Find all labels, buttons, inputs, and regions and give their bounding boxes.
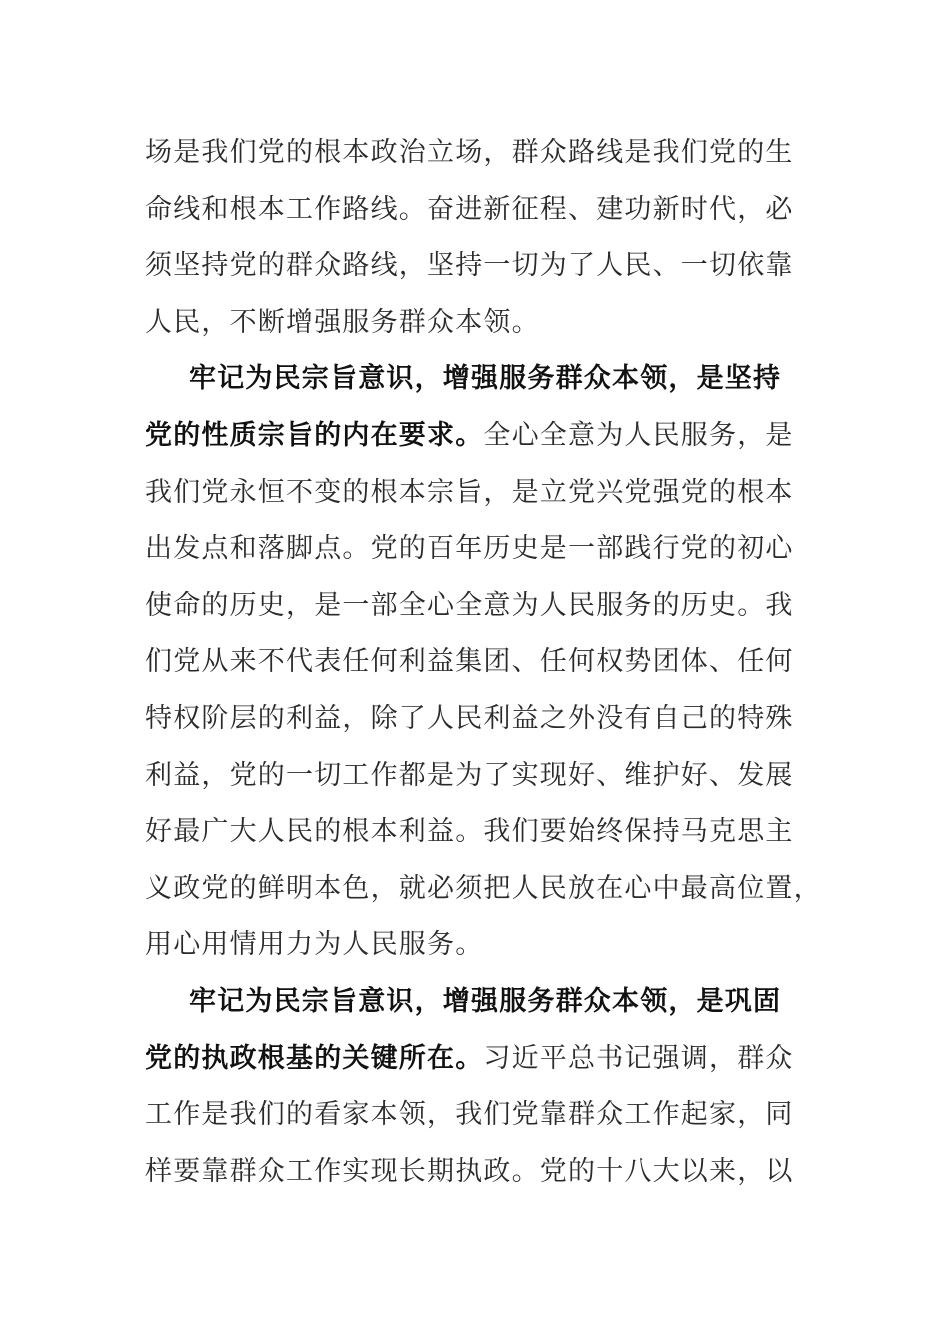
text-line: 用心用情用力为人民服务。 — [145, 929, 484, 961]
paragraph-heading-line: 牢记为民宗旨意识，增强服务群众本领，是巩固 — [189, 985, 782, 1017]
text-line: 我们党永恒不变的根本宗旨，是立党兴党强党的根本 — [145, 476, 794, 508]
text-line: 人民，不断增强服务群众本领。 — [145, 306, 540, 338]
text-line: 须坚持党的群众路线，坚持一切为了人民、一切依靠 — [145, 250, 794, 282]
text-line: 场是我们党的根本政治立场，群众路线是我们党的生 — [145, 137, 794, 168]
paragraph-1 — [145, 125, 815, 351]
text-line — [145, 408, 815, 465]
paragraph-text: 习近平总书记强调，群众 — [483, 1042, 794, 1074]
text-line: 样要靠群众工作实现长期执政。党的十八大以来，以 — [145, 1155, 794, 1187]
text-line: 利益，党的一切工作都是为了实现好、维护好、发展 — [145, 759, 794, 791]
paragraph-heading-line: 牢记为民宗旨意识，增强服务群众本领，是坚持 — [189, 363, 782, 395]
document-body — [145, 125, 822, 1200]
text-line: 出发点和落脚点。党的百年历史是一部践行党的初心 — [145, 533, 794, 565]
text-line: 使命的历史，是一部全心全意为人民服务的历史。我 — [145, 589, 794, 621]
text-line: 特权阶层的利益，除了人民利益之外没有自己的特殊 — [145, 702, 794, 734]
text-line: 们党从来不代表任何利益集团、任何权势团体、任何 — [145, 646, 794, 678]
text-line: 好最广大人民的根本利益。我们要始终保持马克思主 — [145, 816, 794, 848]
paragraph-text: 全心全意为人民服务，是 — [483, 419, 794, 451]
text-line: 工作是我们的看家本领，我们党靠群众工作起家，同 — [145, 1099, 794, 1131]
paragraph-3 — [145, 974, 815, 1200]
text-line: 义政党的鲜明本色，就必须把人民放在心中最高位置， — [145, 872, 822, 904]
text-line — [145, 1031, 815, 1088]
paragraph-heading-end: 党的执政根基的关键所在。 — [145, 1042, 484, 1074]
paragraph-heading-end: 党的性质宗旨的内在要求。 — [145, 419, 484, 451]
paragraph-2 — [145, 351, 822, 974]
text-line: 命线和根本工作路线。奋进新征程、建功新时代，必 — [145, 193, 794, 225]
